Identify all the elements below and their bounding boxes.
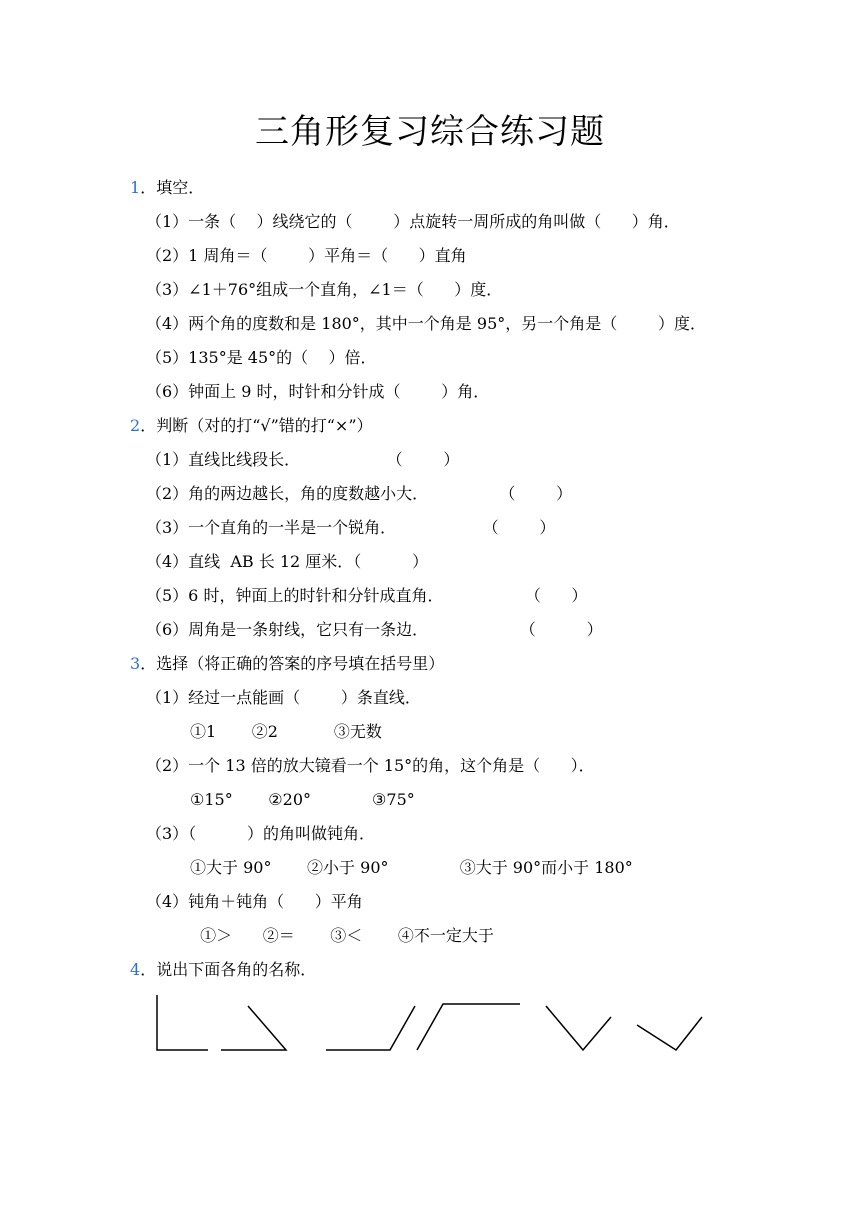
fill-item-5: （5）135°是 45°的（ ）倍． <box>146 348 377 367</box>
section-title: ．填空． <box>140 178 205 197</box>
choice-options-1: ①1 ②2 ③无数 <box>190 722 382 741</box>
obtuse-angle-figure <box>326 1006 415 1050</box>
choice-options-3: ①大于 90° ②小于 90° ③大于 90°而小于 180° <box>190 858 633 877</box>
section-number: 4 <box>130 960 141 979</box>
acute-angle-figure <box>221 1006 286 1050</box>
angles-figure <box>0 980 860 1070</box>
fill-item-4: （4）两个角的度数和是 180°，其中一个角是 95°，另一个角是（ ）度． <box>146 314 706 333</box>
section-title: ．选择（将正确的答案的序号填在括号里） <box>140 654 445 673</box>
v-angle-figure <box>546 1006 611 1050</box>
choice-options-2: ①15° ②20° ③75° <box>190 790 415 809</box>
right-angle-figure <box>157 995 208 1050</box>
judge-item-3: （3）一个直角的一半是一个锐角． （ ） <box>146 518 556 537</box>
section-title: ．说出下面各角的名称． <box>140 960 317 979</box>
fill-item-2: （2）1 周角＝（ ）平角＝（ ）直角 <box>146 246 467 265</box>
choice-options-4: ①＞ ②＝ ③＜ ④不一定大于 <box>190 926 494 945</box>
judge-item-2: （2）角的两边越长，角的度数越小大． （ ） <box>146 484 573 503</box>
judge-item-1: （1）直线比线段长． （ ） <box>146 450 460 469</box>
section-1-heading <box>130 178 204 198</box>
judge-item-4: （4）直线 AB 长 12 厘米．（ ） <box>146 552 429 571</box>
section-number: 3 <box>130 654 141 673</box>
fill-item-6: （6）钟面上 9 时，时针和分针成（ ）角． <box>146 382 490 401</box>
section-title: ．判断（对的打“√”错的打“×”） <box>140 416 373 435</box>
section-4-heading <box>130 960 316 980</box>
choice-question-3: （3）（ ）的角叫做钝角． <box>146 824 376 843</box>
page-title: 三角形复习综合练习题 <box>255 112 605 152</box>
section-3-heading <box>130 654 444 674</box>
obtuse-angle-figure-2 <box>417 1004 520 1050</box>
section-number: 1 <box>130 178 141 197</box>
choice-question-1: （1）经过一点能画（ ）条直线． <box>146 688 421 707</box>
wide-v-angle-figure <box>637 1017 702 1050</box>
fill-item-3: （3）∠1＋76°组成一个直角，∠1＝（ ）度． <box>146 280 503 299</box>
judge-item-5: （5）6 时，钟面上的时针和分针成直角． （ ） <box>146 586 588 605</box>
fill-item-1: （1）一条（ ）线绕它的（ ）点旋转一周所成的角叫做（ ）角． <box>146 212 680 231</box>
section-number: 2 <box>130 416 141 435</box>
judge-item-6: （6）周角是一条射线，它只有一条边． （ ） <box>146 620 603 639</box>
choice-question-4: （4）钝角＋钝角（ ）平角 <box>146 892 363 911</box>
section-2-heading <box>130 416 373 436</box>
choice-question-2: （2）一个 13 倍的放大镜看一个 15°的角，这个角是（ ）． <box>146 756 595 775</box>
